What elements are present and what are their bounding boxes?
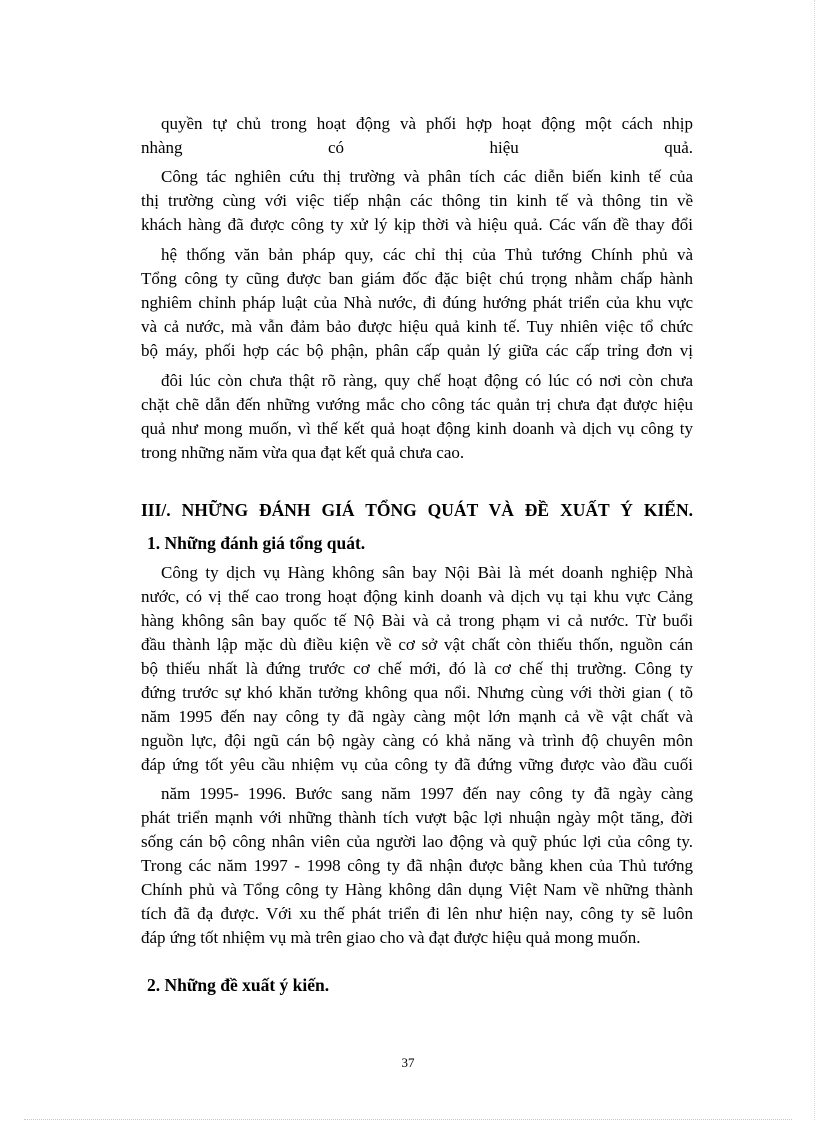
body-text-line: đầu thành lập mặc dù điều kiện về cơ sở vật chất còn thiếu thốn, nguồn cán <box>141 635 693 654</box>
body-text-line: trong những năm vừa qua đạt kết quả chưa cao. <box>141 443 465 462</box>
body-text-line: quả như mong muốn, vì thế kết quả hoạt động kinh doanh và dịch vụ công ty <box>141 419 693 438</box>
body-text-line: khách hàng đã được công ty xử lý kịp thời và hiệu quả. Các vấn đề thay đổi <box>141 215 693 234</box>
body-text-line: năm 1995- 1996. Bước sang năm 1997 đến nay công ty đã ngày càng <box>161 784 693 803</box>
body-text-line: thị trường cùng với việc tiếp nhận các thông tin kinh tế và thông tin về <box>141 191 693 210</box>
body-text-line: Trong các năm 1997 - 1998 công ty đã nhận được bằng khen của Thủ tướng <box>141 856 693 875</box>
body-text-line: Công ty dịch vụ Hàng không sân bay Nội Bài là mét doanh nghiệp Nhà <box>161 563 693 582</box>
body-text-line: Tổng công ty cũng được ban giám đốc đặc biệt chú trọng nhằm chấp hành <box>141 269 693 288</box>
sub-heading: 1. Những đánh giá tổng quát. <box>147 533 366 553</box>
body-text-line: quyền tự chủ trong hoạt động và phối hợp hoạt động một cách nhịp <box>161 114 693 133</box>
body-text-line: nhàng có hiệu quả. <box>141 138 693 157</box>
section-heading: III/. NHỮNG ĐÁNH GIÁ TỔNG QUÁT VÀ ĐỀ XUẤT Ý KIẾN. <box>141 500 693 520</box>
body-text-line: đáp ứng tốt nhiệm vụ mà trên giao cho và đạt được hiệu quả mong muốn. <box>141 928 641 947</box>
body-text-line: đáp ứng tốt yêu cầu nhiệm vụ của công ty đã đứng vững được vào đầu cuối <box>141 755 693 774</box>
body-text-line: đôi lúc còn chưa thật rõ ràng, quy chế hoạt động có lúc có nơi còn chưa <box>161 371 693 390</box>
sub-heading: 2. Những đề xuất ý kiến. <box>147 975 330 995</box>
body-text-line: và cả nước, mà vẫn đảm bảo được hiệu quả kinh tế. Tuy nhiên việc tổ chức <box>141 317 693 336</box>
body-text-line: phát triển mạnh với những thành tích vượt bậc lợi nhuận ngày một tăng, đời <box>141 808 693 827</box>
body-text-line: nguồn lực, đội ngũ cán bộ ngày càng có khả năng và trình độ chuyên môn <box>141 731 693 750</box>
body-text-line: hệ thống văn bản pháp quy, các chỉ thị của Thủ tướng Chính phủ và <box>161 245 693 264</box>
page-bottom-divider <box>24 1119 792 1120</box>
body-text-line: năm 1995 đến nay công ty đã ngày càng một lớn mạnh cả về vật chất và <box>141 707 693 726</box>
body-text-line: tích đã đạ được. Với xu thế phát triển đi lên như hiện nay, công ty sẽ luôn <box>141 904 693 923</box>
page-edge-divider <box>814 0 815 1120</box>
body-text-line: nghiêm chỉnh pháp luật của Nhà nước, đi đúng hướng phát triển của khu vực <box>141 293 693 312</box>
body-text-line: chặt chẽ dẫn đến những vướng mắc cho công tác quản trị chưa đạt được hiệu <box>141 395 693 414</box>
body-text-line: Công tác nghiên cứu thị trường và phân tích các diễn biến kinh tế của <box>161 167 693 186</box>
page-number: 37 <box>401 1055 415 1070</box>
body-text-line: hàng không sân bay quốc tế Nộ Bài và cả trong phạm vi cả nước. Từ buổi <box>141 611 693 630</box>
body-text-line: bộ máy, phối hợp các bộ phận, phân cấp quản lý giữa các cấp trỉng đơn vị <box>141 341 693 360</box>
body-text-line: Chính phủ và Tổng công ty Hàng không dân dụng Việt Nam về những thành <box>141 880 693 899</box>
body-text-line: bộ thiếu nhất là đứng trước cơ chế mới, đó là cơ chế thị trường. Công ty <box>141 659 693 678</box>
body-text-line: sống cán bộ công nhân viên của người lao động và quỹ phúc lợi của công ty. <box>141 832 693 851</box>
body-text-line: đứng trước sự khó khăn tưởng không qua nổi. Nhưng cùng với thời gian ( tõ <box>141 683 693 702</box>
body-text-line: nước, có vị thế cao trong hoạt động kinh doanh và dịch vụ tại khu vực Cảng <box>141 587 693 606</box>
